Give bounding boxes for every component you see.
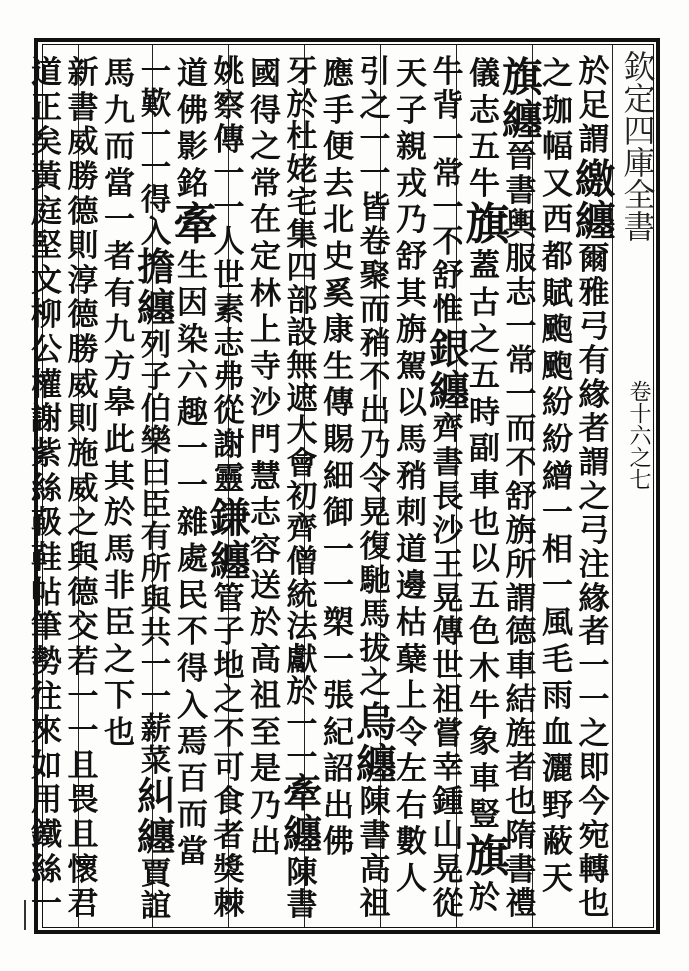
text-column: 牛 背 一 常 一 不 舒 惟 銀 纏 齊 書 長 沙 王 晃 傳 世 祖 嘗 幸 鍾 山 晃 從 [429, 54, 470, 922]
text-column: 馬 九 而 當 一 者 有 九 方 皋 此 其 於 馬 非 臣 之 下 也 [104, 56, 135, 751]
text-column: 道 佛 影 銘 牽 生 因 染 六 趣 一 一 雜 處 民 不 得 入 焉 百 而 當 [173, 56, 218, 870]
text-column: 一 歎 一 一 得 入 擔 纏 列 子 伯 樂 曰 臣 有 所 與 共 一 一 薪 菜 糾 纏 賈 誼 [137, 54, 176, 925]
text-column: 新 書 威 勝 德 則 淳 德 勝 威 則 施 威 之 與 德 交 若 一 一 且 畏 且 懷 君 [67, 55, 99, 923]
text-column: 牙 於 杜 姥 宅 集 四 部 設 無 遮 大 會 初 齊 僧 統 法 獻 於 一 一 牽 纏 陳 書 [283, 54, 322, 924]
juan-label-text: 卷十六之七 [626, 380, 651, 490]
text-column: 旗 纏 晉 書 輿 服 志 一 常 一 而 不 舒 旃 所 謂 德 車 結 旌 者 也 隋 書 禮 [502, 53, 543, 922]
text-column: 姚 察 傳 一 一 人 世 素 志 弗 從 謝 靈 鎌 纏 管 子 地 之 不 可 食 者 獎 棘 [210, 54, 251, 922]
text-column: 應 手 便 去 北 史 奚 康 生 傳 賜 細 御 一 一 槊 一 張 紀 詔 出 佛 [323, 56, 354, 861]
juan-label [620, 380, 656, 490]
text-column: 之 珈 幅 又 西 都 賦 颮 颮 紛 紛 繒 一 相 一 風 毛 雨 血 灑 野 蔽 天 [542, 56, 573, 898]
text-column: 於 足 謂 繳 纏 爾 雅 弓 有 緣 者 謂 之 弓 注 緣 者 一 一 之 即 今 宛 轉 也 [575, 54, 616, 922]
text-column: 引 之 一 一 皆 卷 聚 而 矟 不 出 乃 令 晃 復 馳 馬 拔 之 烏 纏 陳 書 高 祖 [356, 54, 397, 922]
text-column: 國 得 之 常 在 定 林 上 寺 沙 門 慧 志 容 送 於 高 祖 至 是 乃 出 [250, 56, 281, 861]
text-column: 道 正 矣 黃 庭 堅 文 柳 公 權 謝 紫 絲 靸 鞋 帖 筆 勢 往 來 如 用 鐵 絲 一 [31, 55, 62, 923]
text-column: 天 子 親 戎 乃 舒 其 旃 駕 以 馬 矟 刺 道 邊 枯 蘖 上 令 左 右 數 人 [396, 56, 427, 898]
text-column: 儀 志 五 牛 旗 蓋 古 之 五 時 副 車 也 以 五 色 木 牛 象 車 豎 旗 於 [465, 56, 510, 916]
margin-mark [24, 900, 34, 930]
book-title-text: 欽定四庫全書 [618, 50, 657, 242]
